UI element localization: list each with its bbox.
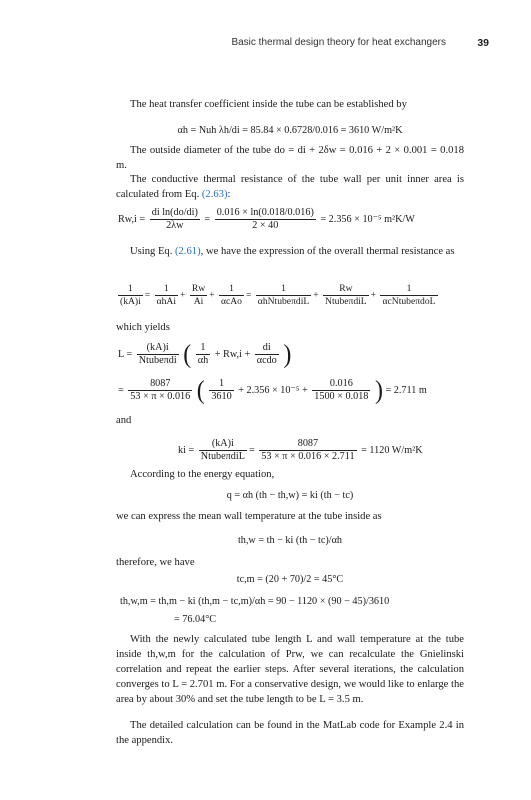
equation-reference-2-63[interactable]: (2.63) [201,189,228,200]
paragraph-and: and [116,415,132,426]
equation-length-symbolic [118,342,291,367]
paragraph-wall-resistance-text: The conductive thermal resistance of the tube wall per unit inner area is calculated from Eq. [116,174,464,200]
eq-overall-t3-den: αcAo [220,296,242,307]
eq-overall-t1-num: 1 [155,283,178,296]
equation-rwi [118,207,415,232]
eq-L2-b3 [312,378,370,403]
eq-L-a-num: (kA)i [137,342,179,355]
running-head: Basic thermal design theory for heat exchangers [231,37,446,48]
eq-ki-f1-num: (kA)i [199,438,247,451]
eq-L-b3-num: di [255,342,279,355]
eq-overall-t4-num: 1 [256,283,311,296]
eq-rwi-frac-1 [150,207,200,232]
equation-q: q = αh (th − th,w) = ki (th − tc) [226,490,354,501]
page-header [0,37,531,53]
eq-L-b1-den: αh [197,355,209,366]
eq-overall-lhs-den: (kA)i [120,296,141,307]
paragraph-energy-equation: According to the energy equation, [130,469,275,480]
eq-L-a-den: Ntubeπdi [138,355,177,366]
paragraph-outside-diameter: The outside diameter of the tube do = di + 2δw = 0.016 + 2 × 0.001 = 0.018 m. [116,145,464,171]
equation-thw: th,w = th − ki (th − tc)/αh [237,535,343,546]
paragraph-therefore: therefore, we have [116,557,195,568]
paragraph-mean-wall-temp: we can express the mean wall temperature at the tube inside as [116,511,382,522]
eq-rwi-equals: = [204,213,211,225]
eq-overall-t2-num: Rw [191,283,206,294]
eq-overall-t3-num: 1 [219,283,244,296]
eq-overall-t4-den: αhNtubeπdiL [257,296,310,307]
paragraph-wall-resistance-end: : [227,189,231,200]
eq-rwi-frac-2-num: 0.016 × ln(0.018/0.016) [216,207,314,218]
eq-L-a [137,342,179,367]
eq-rwi-frac-2 [215,207,316,232]
paragraph-overall-resistance [116,244,464,259]
eq-L-b1-num: 1 [196,342,210,355]
eq-L2-b1-num: 1 [209,378,233,391]
paragraph-iteration: With the newly calculated tube length L and wall temperature at the tube inside th,w,m for the calculation of Prw, we can recalculate the Gnielinski correlation and repeat the earlier steps. After several iterations, the calculation converges to L = 2.701 m. For a conservative design, we would like to enlarge the area by about 30% and set the tube length to be L = 3.5 m. [116,634,464,705]
eq-overall-t6 [380,283,437,308]
eq-L2-a [128,378,192,403]
equation-ki: ki = $\frac{(kA)i}{\text{NtubeπdiL}}$ = $\frac{8087}{53 \times \pi \times 0.016 \times 2.711}$ = 1120 W/m²K [178,438,423,462]
eq-rwi-frac-2-den: 2 × 40 [252,220,279,231]
eq-L2-a-den: 53 × π × 0.016 [130,391,191,402]
eq-overall-lhs-num: 1 [118,283,143,296]
eq-rwi-frac-1-den: 2λw [166,220,184,231]
eq-ki-f1 [199,438,247,463]
eq-overall-t6-num: 1 [380,283,437,296]
eq-L2-b3-num: 0.016 [312,378,370,391]
eq-overall-t4 [256,283,311,308]
eq-L2-lead: = [118,384,124,396]
eq-L-paren-open: ( [183,340,192,369]
paragraph-which-yields: which yields [116,322,170,333]
equation-tcm: tc,m = (20 + 70)/2 = 45°C [236,574,344,585]
eq-L2-b1-den: 3610 [211,391,232,402]
eq-overall-t5 [323,283,369,308]
equation-thwm-result: = 76.04°C [174,614,217,625]
page-number: 39 [477,37,489,49]
eq-ki-lhs: ki = [178,444,195,456]
paragraph-overall-resistance-b: , we have the expression of the overall thermal resistance as [200,246,455,257]
eq-L-b3 [255,342,279,367]
eq-L2-paren-close: ) [374,376,383,405]
equation-thwm: th,w,m = th,m − ki (th,m − tc,m)/αh = 90 − 1120 × (90 − 45)/3610 [120,596,390,607]
eq-L-b3-den: αcdo [256,355,277,366]
eq-overall-t5-den: NtubeπdiL [325,296,367,307]
paragraph-wall-resistance [116,172,464,202]
eq-ki-f2 [259,438,356,463]
eq-overall-t6-den: αcNtubeπdoL [382,296,436,307]
eq-L2-rhs: = 2.711 m [385,384,427,396]
eq-ki-f2-den: 53 × π × 0.016 × 2.711 [261,451,355,462]
eq-L2-b3-den: 1500 × 0.018 [314,391,369,402]
eq-overall-t1-den: αhAi [156,296,177,307]
eq-overall-t3 [219,283,244,308]
eq-L-lhs: L = [118,348,133,360]
eq-ki-rhs: = 1120 W/m²K [361,444,423,456]
equation-overall: $\frac{1}{(kA)i}$ = $\frac{1}{\text{αhAi}}$ + $\frac{Rw}{Ai}$ + $\frac{1}{\text{αcAo}}$ = $\frac{1}{\text{αhNtubeπdiL}}$ + $\frac{Rw}{\text{NtubeπdiL}}$ + $\frac{1}{\text{αcNtubeπdoL}}$ [120,283,436,307]
equation-alpha-h: αh = Nuh λh/di = 85.84 × 0.6728/0.016 = 3610 W/m²K [177,125,403,136]
eq-L2-b1 [209,378,233,403]
paragraph-overall-resistance-a: Using Eq. [130,246,173,257]
eq-overall-t1 [155,283,178,308]
equation-length-numeric [118,378,427,403]
equation-reference-2-61[interactable]: (2.61) [175,246,201,257]
eq-overall-lhs [118,283,143,308]
eq-overall-t2-den: Ai [193,296,204,307]
eq-overall-t5-num: Rw [323,283,369,296]
paragraph-matlab: The detailed calculation can be found in the MatLab code for Example 2.4 in the appendix. [116,720,464,746]
eq-L-b1 [196,342,210,367]
eq-L2-a-num: 8087 [128,378,192,391]
eq-L2-paren-open: ( [196,376,205,405]
eq-L-b2: + Rw,i + [214,348,251,360]
eq-L2-b2: + 2.356 × 10⁻⁵ + [238,384,308,396]
eq-ki-f2-num: 8087 [259,438,356,451]
eq-rwi-rhs: = 2.356 × 10⁻⁵ m²K/W [320,213,415,225]
eq-rwi-frac-1-num: di ln(do/di) [151,207,198,218]
eq-rwi-lhs: Rw,i = [118,213,146,225]
paragraph-intro: The heat transfer coefficient inside the tube can be established by [130,99,407,110]
eq-L-paren-close: ) [283,340,292,369]
eq-ki-f1-den: NtubeπdiL [200,451,245,462]
eq-overall-t2 [190,283,207,308]
